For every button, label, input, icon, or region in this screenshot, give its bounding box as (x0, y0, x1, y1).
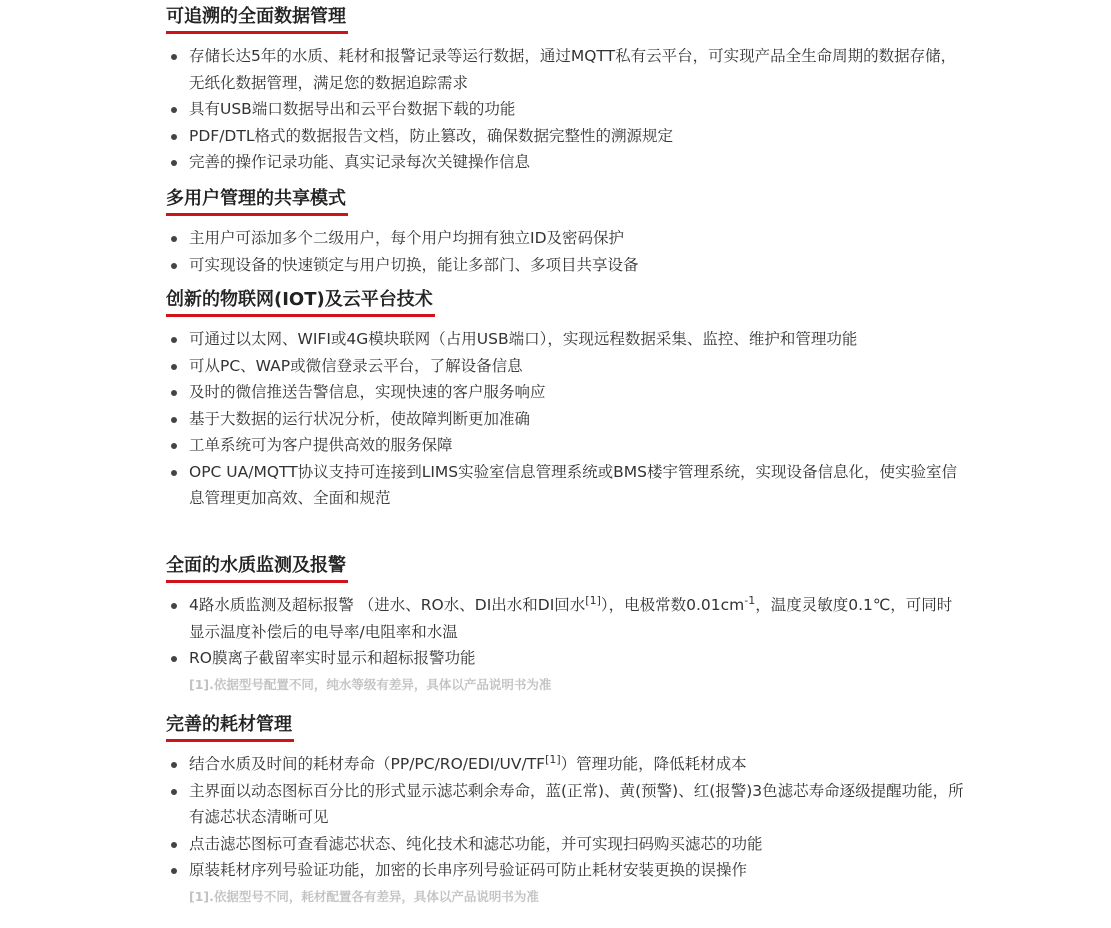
list-item: 完善的操作记录功能、真实记录每次关键操作信息 (166, 149, 966, 176)
section-data-management (166, 6, 966, 176)
section-heading: 全面的水质监测及报警 (166, 555, 348, 583)
list-item: 工单系统可为客户提供高效的服务保障 (166, 432, 966, 459)
unit-exponent: -1 (744, 594, 756, 607)
list-item: 4路水质监测及超标报警 （进水、RO水、DI出水和DI回水[1]），电极常数$0.01cm^{-1}$，温度灵敏度0.1℃，可同时显示温度补偿后的电导率/电阻率和水温 (166, 592, 966, 645)
section-heading: 可追溯的全面数据管理 (166, 6, 348, 34)
footnote-ref: [1] (545, 753, 561, 766)
list-item: 存储长达5年的水质、耗材和报警记录等运行数据，通过MQTT私有云平台，可实现产品全生命周期的数据存储，无纸化数据管理，满足您的数据追踪需求 (166, 43, 966, 96)
section-heading: 创新的物联网(IOT)及云平台技术 (166, 289, 435, 317)
list-item: PDF/DTL格式的数据报告文档，防止篡改，确保数据完整性的溯源规定 (166, 123, 966, 150)
list-item: 主界面以动态图标百分比的形式显示滤芯剩余寿命，蓝(正常)、黄(预警)、红(报警)3色滤芯寿命逐级提醒功能，所有滤芯状态清晰可见 (166, 778, 966, 831)
list-item: 点击滤芯图标可查看滤芯状态、纯化技术和滤芯功能，并可实现扫码购买滤芯的功能 (166, 831, 966, 858)
feature-list (166, 326, 966, 512)
section-iot-cloud (166, 289, 966, 512)
list-item: 可从PC、WAP或微信登录云平台，了解设备信息 (166, 353, 966, 380)
feature-list (166, 751, 966, 884)
list-item: 可实现设备的快速锁定与用户切换，能让多部门、多项目共享设备 (166, 252, 966, 279)
list-item: 可通过以太网、WIFI或4G模块联网（占用USB端口），实现远程数据采集、监控、维护和管理功能 (166, 326, 966, 353)
section-heading: 多用户管理的共享模式 (166, 188, 348, 216)
list-item: 结合水质及时间的耗材寿命（PP/PC/RO/EDI/UV/TF[1]）管理功能，降低耗材成本 (166, 751, 966, 778)
footnote: [1].依据型号配置不同，纯水等级有差异，具体以产品说明书为准 (189, 676, 552, 692)
section-multi-user (166, 188, 966, 278)
section-water-monitoring (166, 555, 966, 695)
section-consumables (166, 714, 966, 907)
footnote: [1].依据型号不同，耗材配置各有差异，具体以产品说明书为准 (189, 888, 539, 904)
list-item: 主用户可添加多个二级用户，每个用户均拥有独立ID及密码保护 (166, 225, 966, 252)
section-heading: 完善的耗材管理 (166, 714, 294, 742)
footnote-ref: [1] (585, 594, 601, 607)
feature-list (166, 43, 966, 176)
list-item: OPC UA/MQTT协议支持可连接到LIMS实验室信息管理系统或BMS楼宇管理系统，实现设备信息化，使实验室信息管理更加高效、全面和规范 (166, 459, 966, 512)
feature-list (166, 592, 966, 672)
list-item: 及时的微信推送告警信息，实现快速的客户服务响应 (166, 379, 966, 406)
feature-list (166, 225, 966, 278)
list-item: 原装耗材序列号验证功能，加密的长串序列号验证码可防止耗材安装更换的误操作 (166, 857, 966, 884)
list-item: 基于大数据的运行状况分析，使故障判断更加准确 (166, 406, 966, 433)
list-item: 具有USB端口数据导出和云平台数据下载的功能 (166, 96, 966, 123)
list-item: RO膜离子截留率实时显示和超标报警功能 (166, 645, 966, 672)
